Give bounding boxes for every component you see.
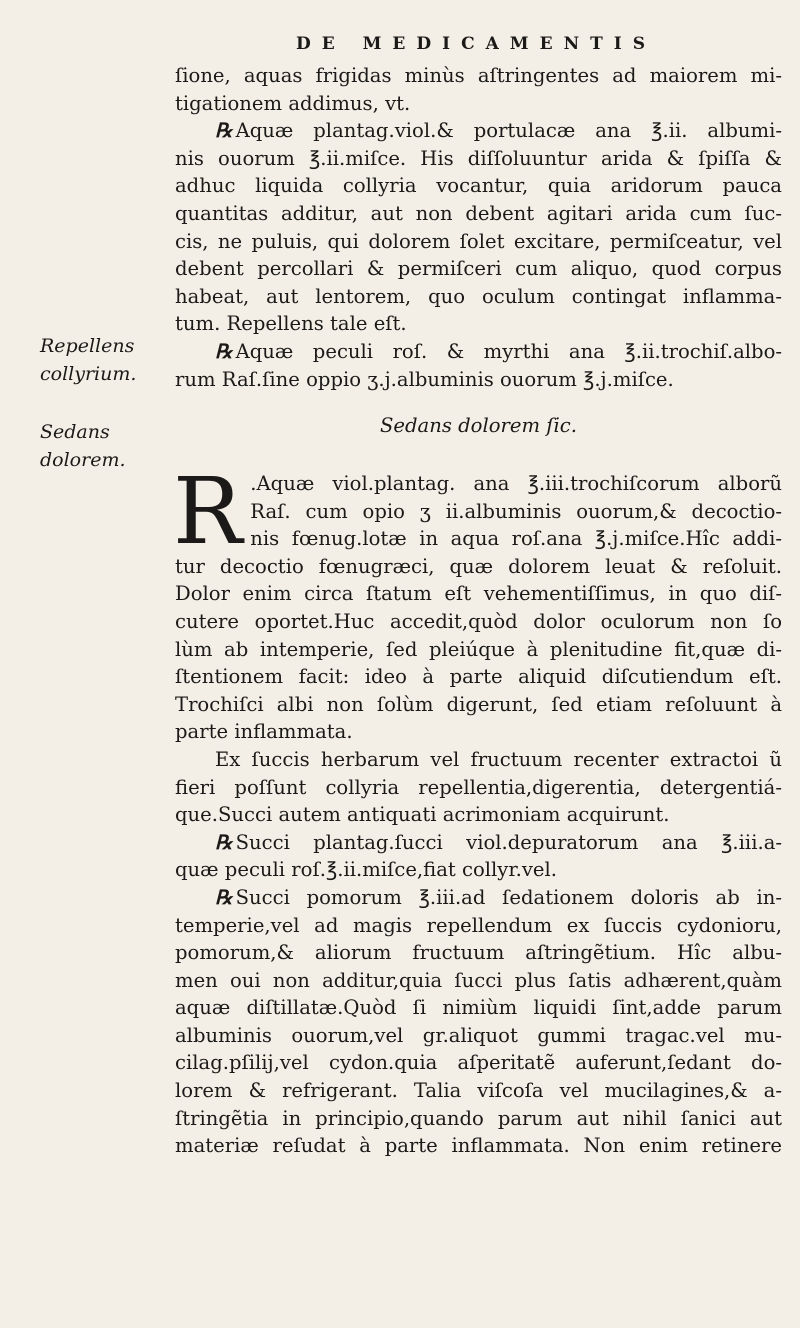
text-line: tum. Repellens tale eſt. xyxy=(175,312,407,336)
text-line: que.Succi autem antiquati acrimoniam acquirunt. xyxy=(175,803,670,827)
text-line: Ex ſuccis herbarum vel fructuum recenter extractoi ũ xyxy=(215,747,782,771)
recipe-symbol-icon xyxy=(215,340,236,363)
text-line: ſtentionem facit: ideo à parte aliquid diſcutiendum eſt. xyxy=(175,665,782,689)
text-line: habeat, aut lentorem, quo oculum contingat inflamma- xyxy=(175,284,782,308)
text-block-main xyxy=(173,458,782,1160)
text-line: materiæ reſudat à parte inflammata. Non enim retinere xyxy=(175,1134,782,1158)
text-line: nis fœnug.lotæ in aqua roſ.ana ℥.j.miſce.Hîc addi- xyxy=(250,527,782,551)
text-line: cilag.pſilij,vel cydon.quia aſperitatẽ auferunt,ſedant do- xyxy=(175,1051,782,1075)
text-line: cutere oportet.Huc accedit,quòd dolor oculorum non ſo xyxy=(175,609,782,633)
text-line: ℞ Aquæ plantag.viol.& portulacæ ana ℥.ii. albumi- xyxy=(175,117,782,145)
text-line: tur decoctio fœnugræci, quæ dolorem leuat & reſoluit. xyxy=(175,554,782,578)
text-line: Dolor enim circa ſtatum eſt vehementiſſimus, in quo diſ- xyxy=(175,582,782,606)
text-line: temperie,vel ad magis repellendum ex ſuccis cydonioru, xyxy=(175,913,782,937)
text-line: rum Raſ.ſine oppio ʒ.j.albuminis ouorum ℥.j.miſce. xyxy=(175,367,674,391)
running-header: DE MEDICAMENTIS xyxy=(295,34,656,54)
recipe-symbol-icon xyxy=(215,831,236,854)
text-line: ℞ Succi pomorum ℥.iii.ad ſedationem doloris ab in- xyxy=(175,884,782,912)
text-line: fieri poſſunt collyria repellentia,digerentia, detergentiá- xyxy=(175,775,782,799)
text-line: Raſ. cum opio ʒ ii.albuminis ouorum,& decoctio- xyxy=(250,499,782,523)
text-line: lùm ab intemperie, ſed pleiúque à plenitudine fit,quæ di- xyxy=(175,637,782,661)
text-line: nis ouorum ℥.ii.miſce. His diſſoluuntur arida & ſpiſſa & xyxy=(175,146,782,170)
text-line: parte inflammata. xyxy=(175,720,353,744)
text-line: debent percollari & permiſceri cum aliquo, quod corpus xyxy=(175,257,782,281)
margin-note-repellens: Repellens collyrium. xyxy=(40,335,137,385)
text-line: quæ peculi roſ.℥.ii.miſce,fiat collyr.vel. xyxy=(175,858,557,882)
text-line: adhuc liquida collyria vocantur, quia aridorum pauca xyxy=(175,174,782,198)
text-line: quantitas additur, aut non debent agitari arida cum ſuc- xyxy=(175,201,782,225)
section-heading: Sedans dolorem ſic. xyxy=(379,414,578,437)
text-line: lorem & refrigerant. Talia viſcoſa vel mucilagines,& a- xyxy=(175,1079,782,1103)
recipe-symbol-icon xyxy=(215,886,236,909)
text-line: cis, ne puluis, qui dolorem ſolet excitare, permiſceatur, vel xyxy=(175,229,782,253)
text-line: .Aquæ viol.plantag. ana ℥.iii.trochiſcorum alborũ xyxy=(250,472,782,495)
text-line: pomorum,& aliorum fructuum aſtringẽtium. Hîc albu- xyxy=(175,941,782,965)
drop-cap: R xyxy=(173,458,243,565)
text-block-top xyxy=(175,62,782,393)
recipe-symbol-icon xyxy=(215,119,236,142)
text-line: ſtringẽtia in principio,quando parum aut nihil ſanici aut xyxy=(175,1106,782,1130)
text-line: tigationem addimus, vt. xyxy=(175,91,411,115)
margin-note-sedans: Sedans dolorem. xyxy=(40,421,126,471)
text-line: ℞ Aquæ peculi roſ. & myrthi ana ℥.ii.trochiſ.albo- xyxy=(175,338,782,366)
text-line: ℞ Succi plantag.ſucci viol.depuratorum ana ℥.iii.a- xyxy=(175,829,782,857)
text-line: Trochiſci albi non ſolùm digerunt, ſed etiam reſoluunt à xyxy=(175,692,782,716)
text-line: albuminis ouorum,vel gr.aliquot gummi tragac.vel mu- xyxy=(175,1023,782,1047)
text-line: aquæ diſtillatæ.Quòd ſi nimiùm liquidi ſint,adde parum xyxy=(175,996,782,1020)
text-line: men oui non additur,quia ſucci plus ſatis adhærent,quàm xyxy=(175,968,782,992)
text-line: ſione, aquas frigidas minùs aſtringentes ad maiorem mi- xyxy=(175,64,782,87)
